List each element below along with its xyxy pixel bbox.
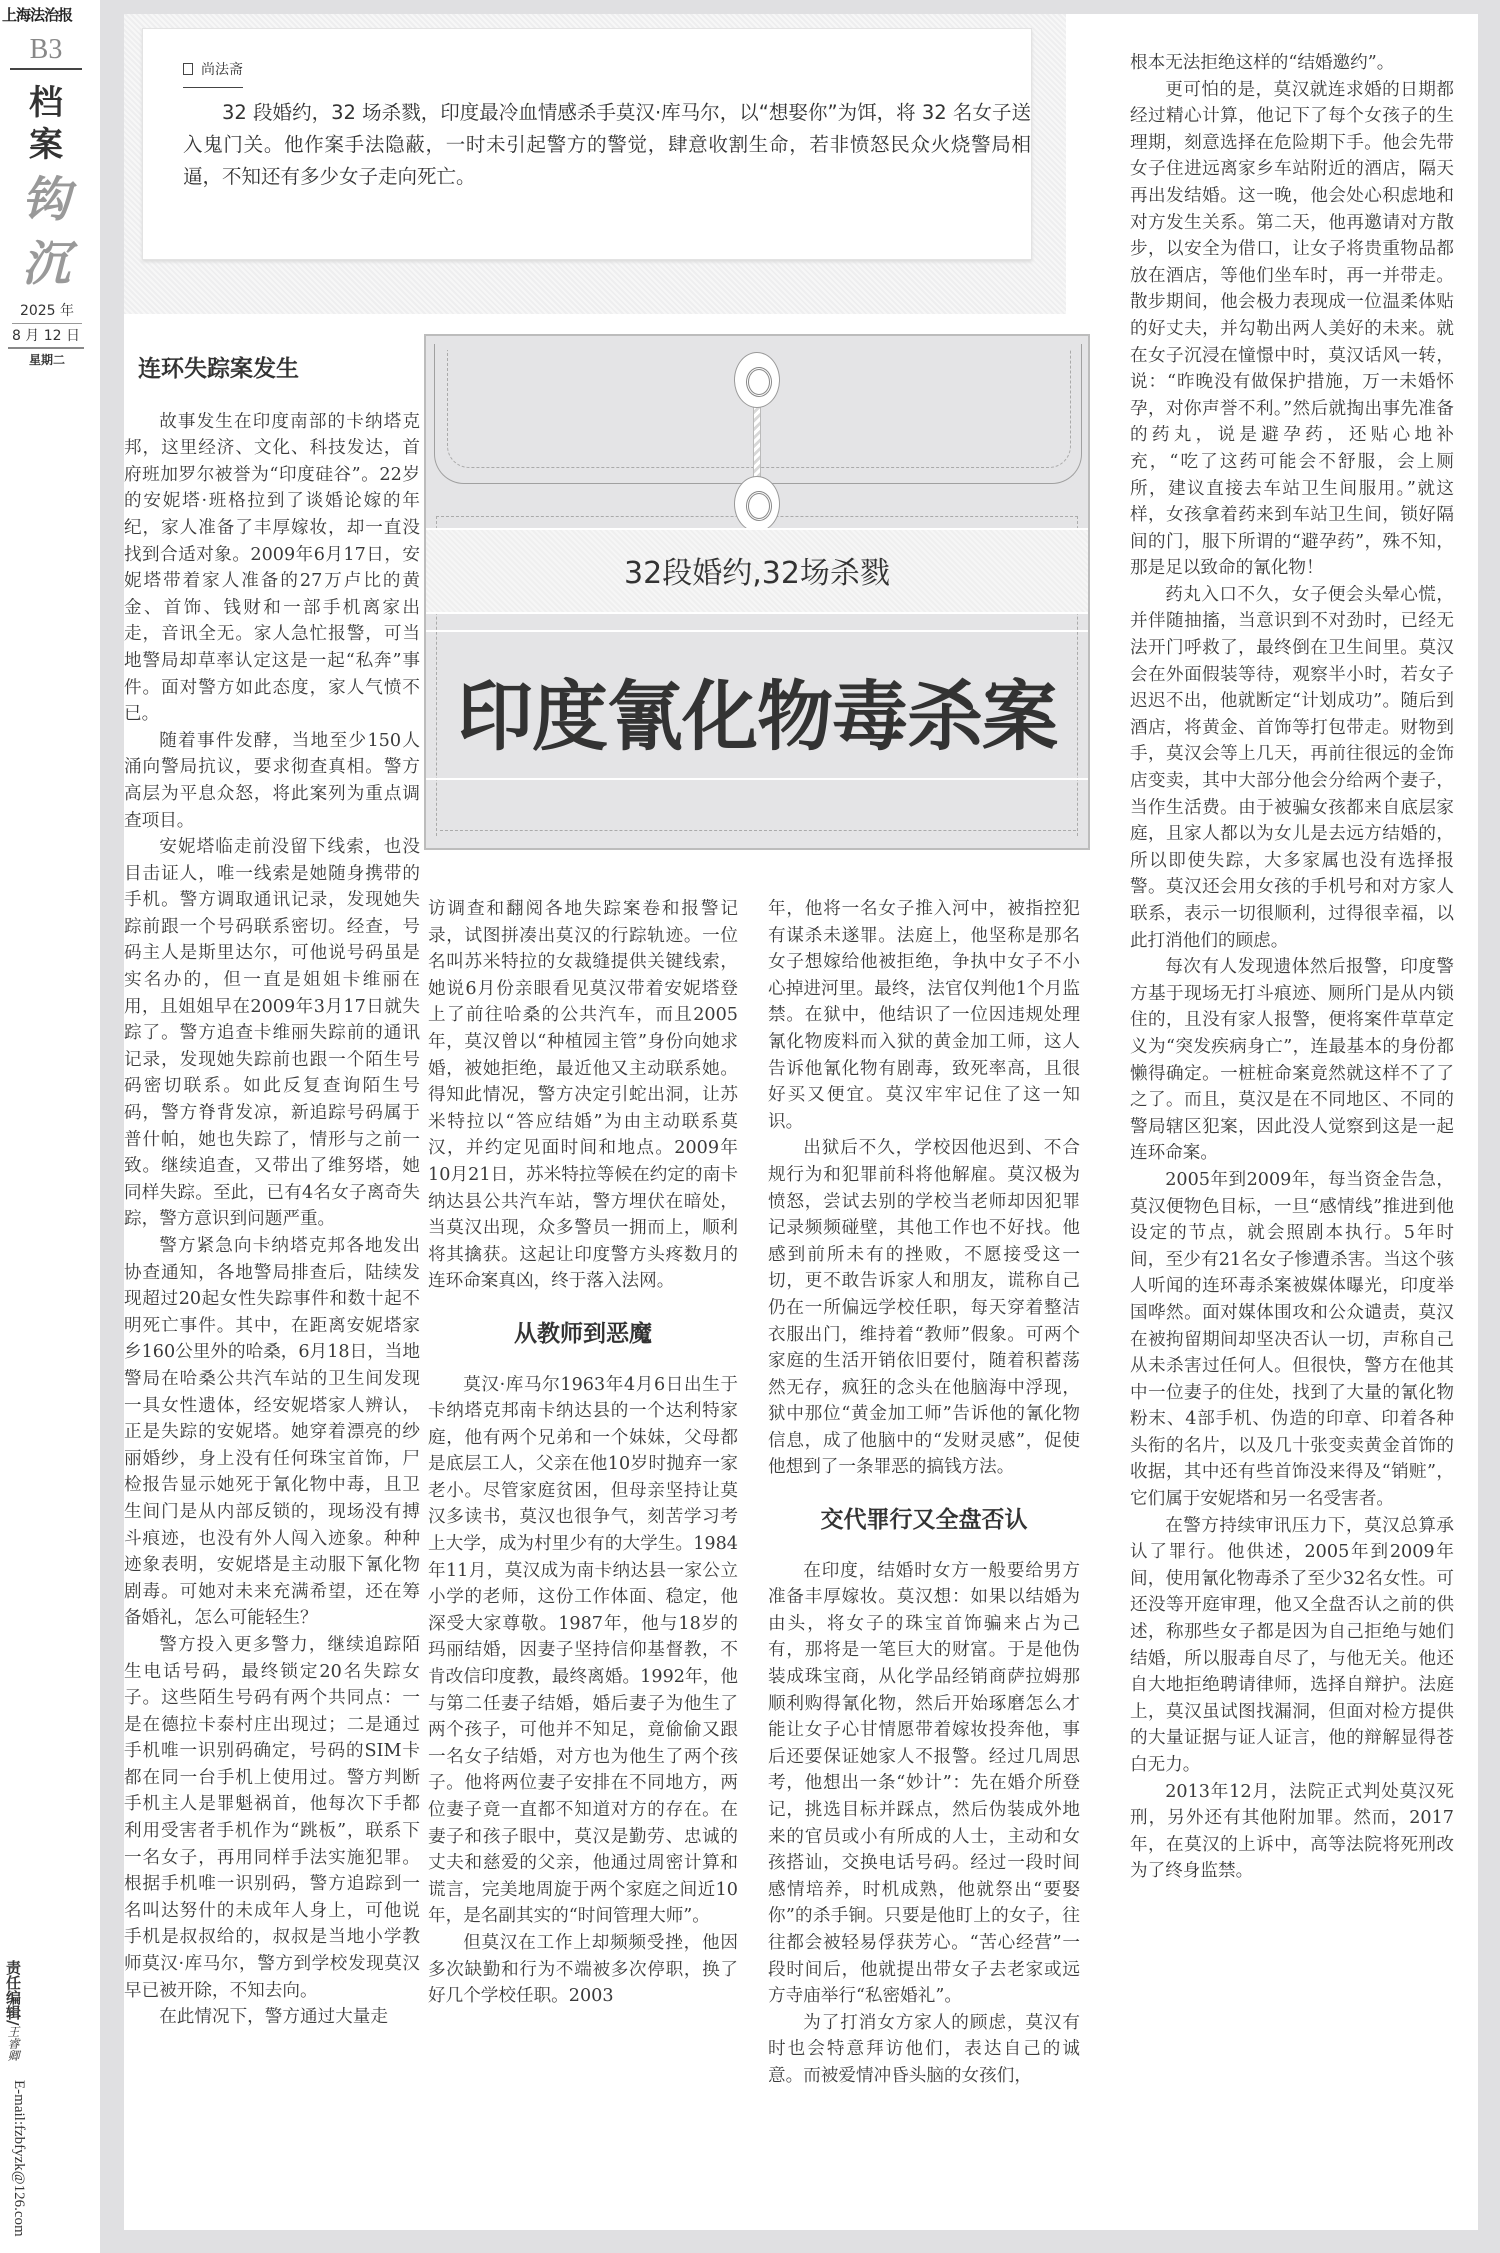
string-icon: [753, 406, 761, 486]
paragraph: 安妮塔临走前没留下线索，也没目击证人，唯一线索是她随身携带的手机。警方调取通讯记录，发现她失踪前跟一个号码联系密切。经查，号码主人是斯里达尔，可他说号码虽是实名办的，但一直是姐姐卡维丽在用，且姐姐早在2009年3月17日就失踪了。警方追查卡维丽失踪前的通讯记录，发现她失踪前也跟一个陌生号码密切联系。如此反复查询陌生号码，警方脊背发凉，新追踪号码属于普什帕，她也失踪了，情形与之前一致。继续追查，又带出了维努塔，她同样失踪。至此，已有4名女子离奇失踪，警方意识到问题严重。: [124, 837, 420, 1230]
frame-top: [100, 0, 1500, 14]
paragraph: 随着事件发酵，当地至少150人涌向警局抗议，要求彻查真相。警方高层为平息众怒，将此案列为重点调查项目。: [124, 730, 420, 831]
article-title: 印度氰化物毒杀案: [457, 672, 1057, 761]
paragraph: 药丸入口不久，女子便会头晕心慌，并伴随抽搐，当意识到不对劲时，已经无法开门呼救了，最终倒在卫生间里。莫汉会在外面假装等待，观察半小时，若女子迟迟不出，他就断定“计划成功”。随后到酒店，将黄金、首饰等打包带走。财物到手，莫汉会等上几天，再前往很远的金饰店变卖，其中大部分他会分给两个妻子，当作生活费。由于被骗女孩都来自底层家庭，且家人都以为女儿是去远方结婚的，所以即使失踪，大多家属也没有选择报警。莫汉还会用女孩的手机号和对方家人联系，表示一切很顺利，过得很幸福，以此打消他们的顾虑。: [1130, 584, 1454, 951]
section-title-gouchen: 钩沉: [21, 172, 70, 292]
paragraph: 2005年到2009年，每当资金告急，莫汉便物色目标，一旦“感情线”推进到他设定的节点，就会照剧本执行。5年时间，至少有21名女子惨遭杀害。当这个骇人听闻的连环毒杀案被媒体曝光，印度举国哗然。面对媒体围攻和公众谴责，莫汉在被拘留期间却坚决否认一切，声称自己从未杀害过任何人。但很快，警方在他其中一位妻子的住处，找到了大量的氰化物粉末、4部手机、伪造的印章、印着各种头衔的名片，以及几十张变卖黄金首饰的收据，其中还有些首饰没来得及“销赃”，它们属于安妮塔和另一名受害者。: [1130, 1169, 1454, 1510]
date-year: 2025 年: [12, 300, 82, 324]
section-heading-2: 从教师到恶魔: [514, 1320, 652, 1347]
paragraph: 年，他将一名女子推入河中，被指控犯有谋杀未遂罪。法庭上，他坚称是那名女子想嫁给他被拒绝，争执中女子不小心掉进河里。最终，法官仅判他1个月监禁。在狱中，他结识了一位因违规处理氰化物废料而入狱的黄金加工师，这人告诉他氰化物有剧毒，致死率高，且很好买又便宜。莫汉牢牢记住了这一知识。: [768, 899, 1080, 1132]
newspaper-logo: 上海法治报: [2, 6, 73, 24]
paragraph: 在印度，结婚时女方一般要给男方准备丰厚嫁妆。莫汉想：如果以结婚为由头，将女子的珠宝首饰骗来占为己有，那将是一笔巨大的财富。于是他伪装成珠宝商，从化学品经销商萨拉姆那顺利购得氰化物，然后开始琢磨怎么才能让女子心甘情愿带着嫁妆投奔他，事后还要保证她家人不报警。经过几周思考，他想出一条“妙计”：先在婚介所登记，挑选目标并踩点，然后伪装成外地来的官员或小有所成的人士，主动和女孩搭讪，交换电话号码。经过一段时间感情培养，时机成熟，他就祭出“要娶你”的杀手锏。只要是他盯上的女子，往往都会被轻易俘获芳心。“苦心经营”一段时间后，他就提出带女子去老家或远方寺庙举行“私密婚礼”。: [768, 1560, 1080, 2007]
editor-email[interactable]: E-mail:fzbfyzk@126.com: [11, 2080, 27, 2237]
left-rail: [0, 0, 100, 2253]
paragraph: 每次有人发现遗体然后报警，印度警方基于现场无打斗痕迹、厕所门是从内锁住的，且没有家人报警，便将案件草草定义为“突发疾病身亡”，连最基本的身份都懒得确定。一桩桩命案竟然就这样不了了之了。而且，莫汉是在不同地区、不同的警局辖区犯案，因此没人觉察到这是一起连环命案。: [1130, 957, 1454, 1164]
paragraph: 莫汉·库马尔1963年4月6日出生于卡纳塔克邦南卡纳达县的一个达利特家庭，他有两个兄弟和一个妹妹，父母都是底层工人，父亲在他10岁时抛弃一家老小。尽管家庭贫困，但母亲坚持让莫汉多读书，莫汉也很争气，刻苦学习考上大学，成为村里少有的大学生。1984年11月，莫汉成为南卡纳达县一家公立小学的老师，这份工作体面、稳定，他深受大家尊敬。1987年，他与18岁的玛丽结婚，因妻子坚持信仰基督教，不肯改信印度教，最终离婚。1992年，他与第二任妻子结婚，婚后妻子为他生了两个孩子，可他并不知足，竟偷偷又跟一名女子结婚，对方也为他生了两个孩子。他将两位妻子安排在不同地方，两位妻子竟一直都不知道对方的存在。在妻子和孩子眼中，莫汉是勤劳、忠诚的丈夫和慈爱的父亲，他通过周密计算和谎言，完美地周旋于两个家庭之间近10年，是名副其实的“时间管理大师”。: [428, 1374, 738, 1927]
frame-left: [100, 0, 124, 2253]
grommet-icon: [734, 352, 780, 408]
paragraph: 在此情况下，警方通过大量走: [159, 2007, 388, 2028]
author-byline: [183, 59, 243, 88]
paragraph: 故事发生在印度南部的卡纳塔克邦，这里经济、文化、科技发达，首府班加罗尔被誉为“印度硅谷”。22岁的安妮塔·班格拉到了谈婚论嫁的年纪，家人准备了丰厚嫁妆，却一直没找到合适对象。2009年6月17日，安妮塔带着家人准备的27万卢比的黄金、首饰、钱财和一部手机离家出走，音讯全无。家人急忙报警，可当地警局却草率认定这是一起“私奔”事件。面对警方如此态度，家人气愤不已。: [124, 411, 420, 725]
paragraph: 警方投入更多警力，继续追踪陌生电话号码，最终锁定20名失踪女子。这些陌生号码有两个共同点：一是在德拉卡泰村庄出现过；二是通过手机唯一识别码确定，号码的SIM卡都在同一台手机上使用过。警方判断手机主人是罪魁祸首，他每次下手都利用受害者手机作为“跳板”，联系下一名女子，再用同样手法实施犯罪。根据手机唯一识别码，警方追踪到一名叫达努什的未成年人身上，可他说手机是叔叔给的，叔叔是当地小学教师莫汉·库马尔，警方到学校发现莫汉早已被开除，不知去向。: [124, 1634, 420, 2001]
column-1: [124, 356, 420, 2031]
column-2: [428, 896, 738, 2010]
page-number: B3: [10, 34, 82, 70]
section-heading-3: 交代罪行又全盘否认: [820, 1507, 1028, 1534]
paragraph: 警方紧急向卡纳塔克邦各地发出协查通知，各地警局排查后，陆续发现超过20起女性失踪事件和数十起不明死亡事件。其中，在距离安妮塔家乡160公里外的哈桑，6月18日，当地警局在哈桑公共汽车站的卫生间发现一具女性遗体，经安妮塔家人辨认，正是失踪的安妮塔。她穿着漂亮的纱丽婚纱，身上没有任何珠宝首饰，尸检报告显示她死于氰化物中毒，且卫生间门是从内部反锁的，现场没有搏斗痕迹，也没有外人闯入迹象。种种迹象表明，安妮塔是主动服下氰化物剧毒。可她对未来充满希望，还在筹备婚礼，怎么可能轻生？: [124, 1236, 420, 1629]
square-icon: [183, 63, 193, 75]
paragraph: 根本无法拒绝这样的“结婚邀约”。: [1130, 53, 1395, 73]
section-title-dangan: 档案: [29, 83, 63, 165]
paragraph: 但莫汉在工作上却频频受挫，他因多次缺勤和行为不端被多次停职，换了好几个学校任职。2003: [428, 1932, 738, 2007]
paragraph: 为了打消女方家人的顾虑，莫汉有时也会特意拜访他们，表达自己的诚意。而被爱情冲昏头脑的女孩们，: [768, 2012, 1080, 2086]
paragraph: 2013年12月，法院正式判处莫汉死刑，另外还有其他附加罪。然而，2017年，在莫汉的上诉中，高等法院将死刑改为了终身监禁。: [1130, 1781, 1454, 1882]
section-heading-1: 连环失踪案发生: [138, 356, 299, 382]
article-subtitle: 32段婚约,32场杀戮: [624, 556, 890, 591]
paragraph: 访调查和翻阅各地失踪案卷和报警记录，试图拼凑出莫汉的行踪轨迹。一位名叫苏米特拉的女裁缝提供关键线索，她说6月份亲眼看见莫汉带着安妮塔登上了前往哈桑的公共汽车，而且2005年，莫汉曾以“种植园主管”身份向她求婚，被她拒绝，最近他又主动联系她。得知此情况，警方决定引蛇出洞，让苏米特拉以“答应结婚”为由主动联系莫汉，并约定见面时间和地点。2009年10月21日，苏米特拉等候在约定的南卡纳达县公共汽车站，警方埋伏在暗处，当莫汉出现，众多警员一拥而上，顺利将其擒获。这起让印度警方头疼数月的连环命案真凶，终于落入法网。: [428, 899, 738, 1292]
editor-credit: [4, 1960, 24, 2061]
paragraph: 出狱后不久，学校因他迟到、不合规行为和犯罪前科将他解雇。莫汉极为愤怒，尝试去别的学校当老师却因犯罪记录频频碰壁，其他工作也不好找。他感到前所未有的挫败，不愿接受这一切，更不敢告诉家人和朋友，谎称自己仍在一所偏远学校任职，每天穿着整洁衣服出门，维持着“教师”假象。可两个家庭的生活开销依旧要付，随着积蓄荡然无存，疯狂的念头在他脑海中浮现，狱中那位“黄金加工师”告诉他的氰化物信息，成了他脑中的“发财灵感”，促使他想到了一条罪恶的搞钱方法。: [768, 1138, 1080, 1478]
author-name: 尚法斋: [201, 62, 243, 78]
editor-label: 责任编辑/: [4, 1960, 22, 2026]
date-weekday: 星期二: [28, 353, 65, 367]
grommet-icon: [734, 476, 780, 532]
lead-box: [142, 28, 1032, 260]
frame-right: [1478, 0, 1500, 2253]
column-3: [768, 896, 1080, 2090]
title-envelope-graphic: [424, 334, 1090, 850]
frame-bottom: [100, 2230, 1500, 2253]
lead-paragraph: 32 段婚约，32 场杀戮，印度最冷血情感杀手莫汉·库马尔，以“想娶你”为饵，将 32 名女子送入鬼门关。他作案手法隐蔽，一时未引起警方的警觉，肆意收割生命，若非愤怒民众火烧警局相逼，不知还有多少女子走向死亡。: [183, 101, 1031, 188]
editor-name: 王睿卿: [6, 2025, 20, 2062]
paragraph: 更可怕的是，莫汉就连求婚的日期都经过精心计算，他记下了每个女孩子的生理期，刻意选择在危险期下手。他会先带女子住进远离家乡车站附近的酒店，隔天再出发结婚。这一晚，他会处心积虑地和对方发生关系。第二天，他再邀请对方散步，以安全为借口，让女子将贵重物品都放在酒店，等他们坐车时，再一并带走。散步期间，他会极力表现成一位温柔体贴的好丈夫，并勾勒出两人美好的未来。就在女子沉浸在憧憬中时，莫汉话风一转，说：“昨晚没有做保护措施，万一未婚怀孕，对你声誉不利。”然后就掏出事先准备的药丸，说是避孕药，还贴心地补充，“吃了这药可能会不舒服，会上厕所，建议直接去车站卫生间服用。”就这样，女孩拿着药来到车站卫生间，锁好隔间的门，服下所谓的“避孕药”，殊不知，那是足以致命的氰化物！: [1130, 79, 1454, 579]
paragraph: 在警方持续审讯压力下，莫汉总算承认了罪行。他供述，2005年到2009年间，使用氰化物毒杀了至少32名女性。可还没等开庭审理，他又全盘否认之前的供述，称那些女子都是因为自己拒绝与她们结婚，所以服毒自尽了，与他无关。他还自大地拒绝聘请律师，选择自辩护。法庭上，莫汉虽试图找漏洞，但面对检方提供的大量证据与证人证言，他的辩解显得苍白无力。: [1130, 1515, 1454, 1775]
column-4: [1130, 50, 1454, 1885]
date-day: 8 月 12 日: [8, 325, 84, 349]
